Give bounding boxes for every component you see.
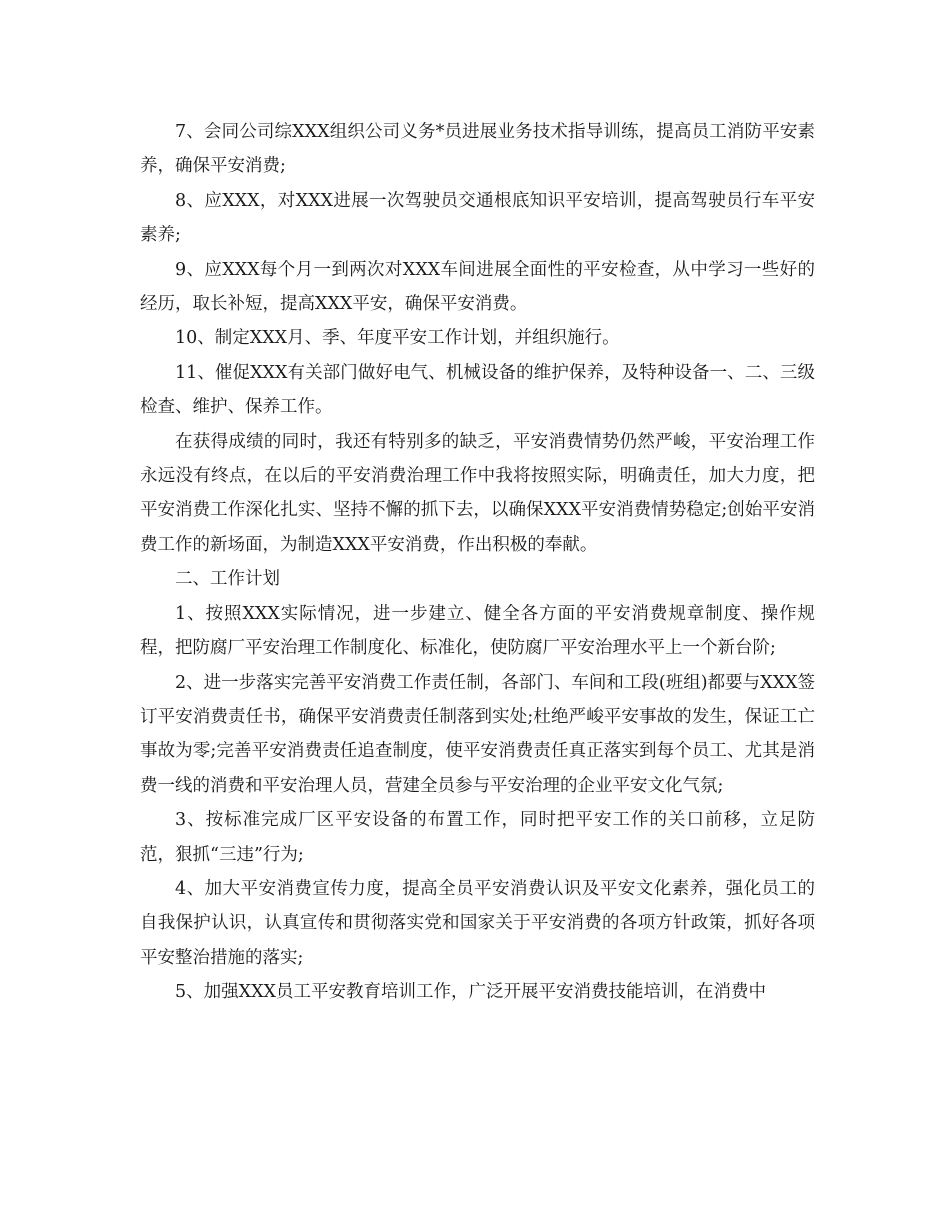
plan-item-3: 3、按标准完成厂区平安设备的布置工作，同时把平安工作的关口前移，立足防范，狠抓“三违”行为; xyxy=(140,810,815,865)
paragraph-item-11: 11、催促XXX有关部门做好电气、机械设备的维护保养，及特种设备一、二、三级检查、维护、保养工作。 xyxy=(140,362,815,418)
paragraph-item-7: 7、会同公司综XXX组织公司义务*员进展业务技术指导训练，提高员工消防平安素养，确保平安消费; xyxy=(140,122,815,177)
document-body xyxy=(140,115,815,1010)
plan-item-2: 2、进一步落实完善平安消费工作责任制，各部门、车间和工段(班组)都要与XXX签订平安消费责任书，确保平安消费责任制落到实处;杜绝严峻平安事故的发生，保证工亡事故为零;完善平安消费责任追查制度，使平安消费责任真正落实到每个员工、尤其是消费一线的消费和平安治理人员，营建全员参与平安治理的企业平安文化气氛; xyxy=(140,672,815,796)
plan-item-5: 5、加强XXX员工平安教育培训工作，广泛开展平安消费技能培训，在消费中 xyxy=(175,982,767,1003)
paragraph-summary: 在获得成绩的同时，我还有特别多的缺乏，平安消费情势仍然严峻，平安治理工作永远没有终点，在以后的平安消费治理工作中我将按照实际，明确责任，加大力度，把平安消费工作深化扎实、坚持不懈的抓下去，以确保XXX平安消费情势稳定;创始平安消费工作的新场面，为制造XXX平安消费，作出积极的奉献。 xyxy=(140,431,815,555)
plan-item-4: 4、加大平安消费宣传力度，提高全员平安消费认识及平安文化素养，强化员工的自我保护认识，认真宣传和贯彻落实党和国家关于平安消费的各项方针政策，抓好各项平安整治措施的落实; xyxy=(140,878,815,968)
paragraph-item-8: 8、应XXX，对XXX进展一次驾驶员交通根底知识平安培训，提高驾驶员行车平安素养; xyxy=(140,190,815,246)
paragraph-item-9: 9、应XXX每个月一到两次对XXX车间进展全面性的平安检查，从中学习一些好的经历，取长补短，提高XXX平安，确保平安消费。 xyxy=(140,259,815,315)
plan-item-1: 1、按照XXX实际情况，进一步建立、健全各方面的平安消费规章制度、操作规程，把防腐厂平安治理工作制度化、标准化，使防腐厂平安治理水平上一个新台阶; xyxy=(140,603,815,659)
section-heading-work-plan: 二、工作计划 xyxy=(175,569,280,590)
paragraph-item-10: 10、制定XXX月、季、年度平安工作计划，并组织施行。 xyxy=(175,328,620,349)
